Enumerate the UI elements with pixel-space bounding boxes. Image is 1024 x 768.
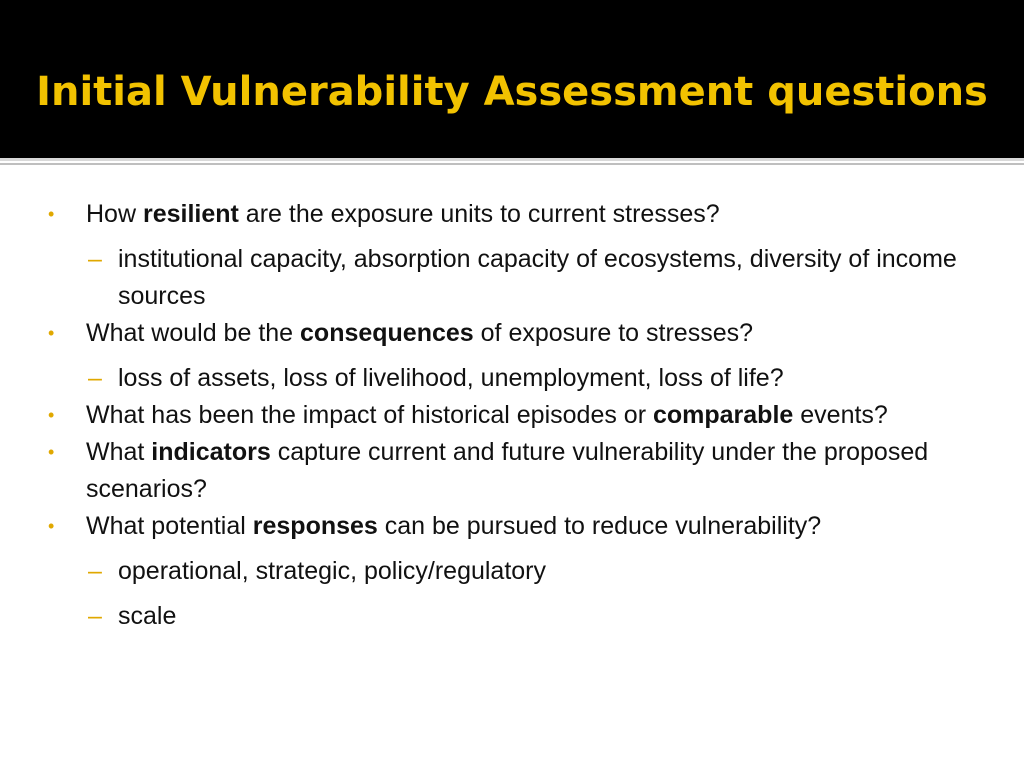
- sub-item: [0, 360, 1024, 397]
- bullet-text: capture current and future vulnerability under the proposed scenarios?: [86, 438, 929, 503]
- bullet-text: events?: [793, 401, 888, 429]
- bullet-bold-term: indicators: [151, 438, 271, 466]
- bullet-item-resilient: [0, 196, 1024, 233]
- sub-item-text: operational, strategic, policy/regulatory: [118, 557, 547, 585]
- sub-item-text: scale: [118, 602, 177, 630]
- sub-item-text: loss of assets, loss of livelihood, unemployment, loss of life?: [118, 364, 784, 392]
- bullet-item-indicators: [0, 434, 1024, 508]
- bullet-marker: •: [48, 516, 55, 536]
- bullet-text: What: [86, 438, 152, 466]
- divider-line: [0, 158, 1024, 161]
- bullet-text: What has been the impact of historical episodes or: [86, 401, 653, 429]
- divider-line-secondary: [0, 163, 1024, 165]
- bullet-item-consequences: [0, 315, 1024, 352]
- bullet-bold-term: comparable: [652, 401, 794, 429]
- bullet-bold-term: resilient: [142, 200, 239, 228]
- bullet-item-comparable: [0, 397, 1024, 434]
- bullet-bold-term: consequences: [300, 319, 474, 347]
- bullet-marker: •: [48, 442, 55, 462]
- sub-item: [0, 553, 1024, 590]
- sub-item: [0, 241, 1024, 315]
- bullet-marker: •: [48, 405, 55, 425]
- bullet-text: of exposure to stresses?: [473, 319, 754, 347]
- bullet-list: [0, 196, 1024, 635]
- bullet-text: are the exposure units to current stresses?: [238, 200, 720, 228]
- bullet-text: How: [86, 200, 143, 228]
- bullet-marker: •: [48, 204, 55, 224]
- bullet-text: What would be the: [86, 319, 301, 347]
- bullet-text: can be pursued to reduce vulnerability?: [377, 512, 822, 540]
- dash-marker: –: [88, 245, 102, 273]
- sub-item-text: institutional capacity, absorption capacity of ecosystems, diversity of income sources: [118, 245, 957, 310]
- bullet-marker: •: [48, 323, 55, 343]
- dash-marker: –: [88, 602, 102, 630]
- dash-marker: –: [88, 557, 102, 585]
- bullet-bold-term: responses: [252, 512, 378, 540]
- bullet-item-responses: [0, 508, 1024, 545]
- slide-title: Initial Vulnerability Assessment questions: [36, 69, 988, 115]
- sub-item: [0, 598, 1024, 635]
- dash-marker: –: [88, 364, 102, 392]
- bullet-text: What potential: [86, 512, 253, 540]
